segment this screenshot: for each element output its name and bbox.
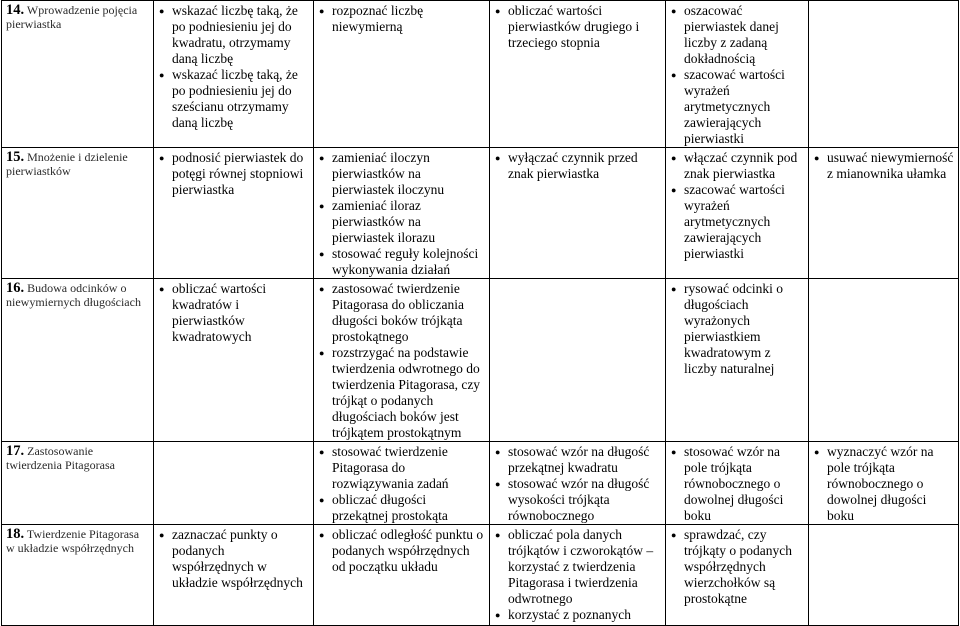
requirement-list <box>813 150 954 182</box>
requirement-list <box>494 150 661 182</box>
requirement-item: ● wyznaczyć wzór na pole trójkąta równobocznego o dowolnej długości boku <box>813 444 954 524</box>
curriculum-table <box>1 0 959 626</box>
topic-cell <box>2 148 154 279</box>
table-body <box>2 1 959 626</box>
requirement-item: ● stosować wzór na długość wysokości trójkąta równobocznego <box>494 476 661 524</box>
requirement-cell <box>154 1 314 148</box>
requirement-item: ● wskazać liczbę taką, że po podniesieniu jej do sześcianu otrzymamy daną liczbę <box>158 67 309 131</box>
requirement-cell <box>154 279 314 442</box>
topic-title: Wprowadzenie pojęcia pierwiastka <box>6 3 138 31</box>
topic-title: Zastosowanie twierdzenia Pitagorasa <box>6 444 115 472</box>
topic-number: 18. <box>6 526 25 542</box>
requirement-cell <box>666 148 809 279</box>
requirement-item: ● obliczać długości przekątnej prostokąta <box>318 492 485 524</box>
requirement-cell <box>809 148 959 279</box>
requirement-item: ● wskazać liczbę taką, że po podniesieniu jej do kwadratu, otrzymamy daną liczbę <box>158 3 309 67</box>
requirement-item: ● sprawdzać, czy trójkąty o podanych współrzędnych wierzchołków są prostokątne <box>670 527 804 607</box>
requirement-item: ● zamieniać iloraz pierwiastków na pierwiastek ilorazu <box>318 198 485 246</box>
requirement-item: ● wyłączać czynnik przed znak pierwiastka <box>494 150 661 182</box>
topic-number: 15. <box>6 149 25 165</box>
requirement-cell <box>490 279 666 442</box>
topic-title: Budowa odcinków o niewymiernych długościach <box>6 281 141 309</box>
topic-title: Mnożenie i dzielenie pierwiastków <box>6 150 128 178</box>
requirement-list <box>318 281 485 441</box>
requirement-item: ● stosować wzór na pole trójkąta równobocznego o dowolnej długości boku <box>670 444 804 524</box>
requirement-cell <box>490 1 666 148</box>
requirement-cell <box>666 279 809 442</box>
requirement-item: ● usuwać niewymierność z mianownika ułamka <box>813 150 954 182</box>
requirement-list <box>494 444 661 524</box>
requirement-cell <box>809 525 959 626</box>
requirement-list <box>158 527 309 591</box>
requirement-cell <box>314 148 490 279</box>
requirement-item: ● szacować wartości wyrażeń arytmetycznych zawierających pierwiastki <box>670 182 804 262</box>
requirement-item: ● szacować wartości wyrażeń arytmetycznych zawierających pierwiastki <box>670 67 804 147</box>
requirement-item: ● zaznaczać punkty o podanych współrzędnych w układzie współrzędnych <box>158 527 309 591</box>
requirement-item: ● zamieniać iloczyn pierwiastków na pierwiastek iloczynu <box>318 150 485 198</box>
requirement-list <box>670 150 804 262</box>
requirement-list <box>670 3 804 147</box>
requirement-item: ● stosować wzór na długość przekątnej kwadratu <box>494 444 661 476</box>
requirement-list <box>670 281 804 377</box>
requirement-cell <box>314 525 490 626</box>
requirement-item: ● włączać czynnik pod znak pierwiastka <box>670 150 804 182</box>
requirement-item: ● rysować odcinki o długościach wyrażonych pierwiastkiem kwadratowym z liczby naturalnej <box>670 281 804 377</box>
requirement-cell <box>809 1 959 148</box>
requirement-cell <box>666 442 809 525</box>
requirement-cell <box>666 525 809 626</box>
topic-cell <box>2 525 154 626</box>
topic-cell <box>2 1 154 148</box>
requirement-item: ● obliczać wartości pierwiastków drugiego i trzeciego stopnia <box>494 3 661 51</box>
requirement-item: ● zastosować twierdzenie Pitagorasa do obliczania długości boków trójkąta prostokątnego <box>318 281 485 345</box>
topic-cell <box>2 279 154 442</box>
topic-cell <box>2 442 154 525</box>
requirement-cell <box>490 442 666 525</box>
requirement-cell <box>154 442 314 525</box>
topic-number: 17. <box>6 443 25 459</box>
requirement-list <box>158 3 309 131</box>
requirement-list <box>670 527 804 607</box>
requirement-item: ● podnosić pierwiastek do potęgi równej stopniowi pierwiastka <box>158 150 309 198</box>
requirement-cell <box>666 1 809 148</box>
requirement-cell <box>809 279 959 442</box>
requirement-list <box>318 150 485 278</box>
requirement-item: ● obliczać pola danych trójkątów i czworokątów – korzystać z twierdzenia Pitagorasa i twierdzenia odwrotnego <box>494 527 661 607</box>
requirement-item: ● rozstrzygać na podstawie twierdzenia odwrotnego do twierdzenia Pitagorasa, czy trójkąt o podanych długościach boków jest trójkątem prostokątnym <box>318 345 485 441</box>
requirement-cell <box>154 525 314 626</box>
table-row <box>2 279 959 442</box>
requirement-cell <box>490 525 666 626</box>
requirement-item: ● obliczać wartości kwadratów i pierwiastków kwadratowych <box>158 281 309 345</box>
topic-number: 14. <box>6 2 25 18</box>
requirement-item: ● rozpoznać liczbę niewymierną <box>318 3 485 35</box>
requirement-item: ● obliczać odległość punktu o podanych współrzędnych od początku układu <box>318 527 485 575</box>
table-row <box>2 1 959 148</box>
requirement-list <box>158 281 309 345</box>
requirement-list <box>494 3 661 51</box>
requirement-list <box>813 444 954 524</box>
table-row <box>2 148 959 279</box>
requirement-list <box>158 150 309 198</box>
table-row <box>2 442 959 525</box>
topic-number: 16. <box>6 280 25 296</box>
requirement-cell <box>154 148 314 279</box>
requirement-cell <box>314 442 490 525</box>
requirement-item: ● stosować twierdzenie Pitagorasa do rozwiązywania zadań <box>318 444 485 492</box>
requirement-item: ● korzystać z poznanych <box>494 607 661 623</box>
table-row <box>2 525 959 626</box>
requirement-cell <box>314 279 490 442</box>
requirement-cell <box>314 1 490 148</box>
requirement-list <box>670 444 804 524</box>
requirement-cell <box>809 442 959 525</box>
requirement-list <box>318 527 485 575</box>
requirement-cell <box>490 148 666 279</box>
requirement-item: ● stosować reguły kolejności wykonywania działań <box>318 246 485 278</box>
requirement-list <box>318 3 485 35</box>
requirement-item: ● oszacować pierwiastek danej liczby z zadaną dokładnością <box>670 3 804 67</box>
requirement-list <box>494 527 661 623</box>
requirement-list <box>318 444 485 524</box>
topic-title: Twierdzenie Pitagorasa w układzie współrzędnych <box>6 527 140 555</box>
